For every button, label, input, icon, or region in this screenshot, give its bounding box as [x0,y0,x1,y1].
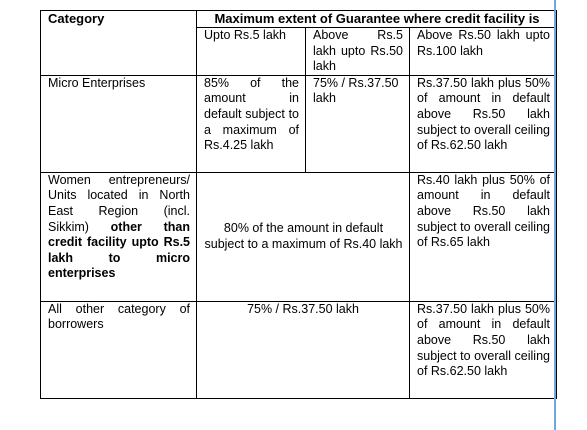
header-row [41,11,557,28]
guarantee-cell: Rs.37.50 lakh plus 50% of amount in default above Rs.50 lakh subject to overall ceiling of Rs.62.50 lakh [410,75,557,172]
guarantee-cell: 75% / Rs.37.50 lakh [306,75,410,172]
subheader-50-to-100-lakh: Above Rs.50 lakh upto Rs.100 lakh [410,28,557,76]
category-cell: Micro Enterprises [41,75,197,172]
guarantee-table [40,10,557,399]
guarantee-cell: Rs.40 lakh plus 50% of amount in default above Rs.50 lakh subject to overall ceiling of Rs.65 lakh [410,172,557,301]
table-row [41,75,557,172]
subheader-upto-5-lakh: Upto Rs.5 lakh [197,28,306,76]
guarantee-cell: Rs.37.50 lakh plus 50% of amount in default above Rs.50 lakh subject to overall ceiling of Rs.62.50 lakh [410,301,557,398]
page-margin-line [554,0,556,430]
guarantee-cell: 85% of the amount in default subject to a maximum of Rs.4.25 lakh [197,75,306,172]
category-cell [41,172,197,301]
category-cell: All other category of borrowers [41,301,197,398]
category-header: Category [41,11,197,76]
max-extent-header: Maximum extent of Guarantee where credit facility is [197,11,557,28]
subheader-5-to-50-lakh: Above Rs.5 lakh upto Rs.50 lakh [306,28,410,76]
category-text: Women entrepreneurs/ Units located in North East Region (incl. Sikkim) [48,172,190,234]
guarantee-cell: 80% of the amount in default subject to a maximum of Rs.40 lakh [197,172,410,301]
table-row [41,172,557,301]
category-bold-text: other than credit facility upto Rs.5 lakh to micro enterprises [48,219,190,281]
guarantee-cell: 75% / Rs.37.50 lakh [197,301,410,398]
table-row [41,301,557,398]
